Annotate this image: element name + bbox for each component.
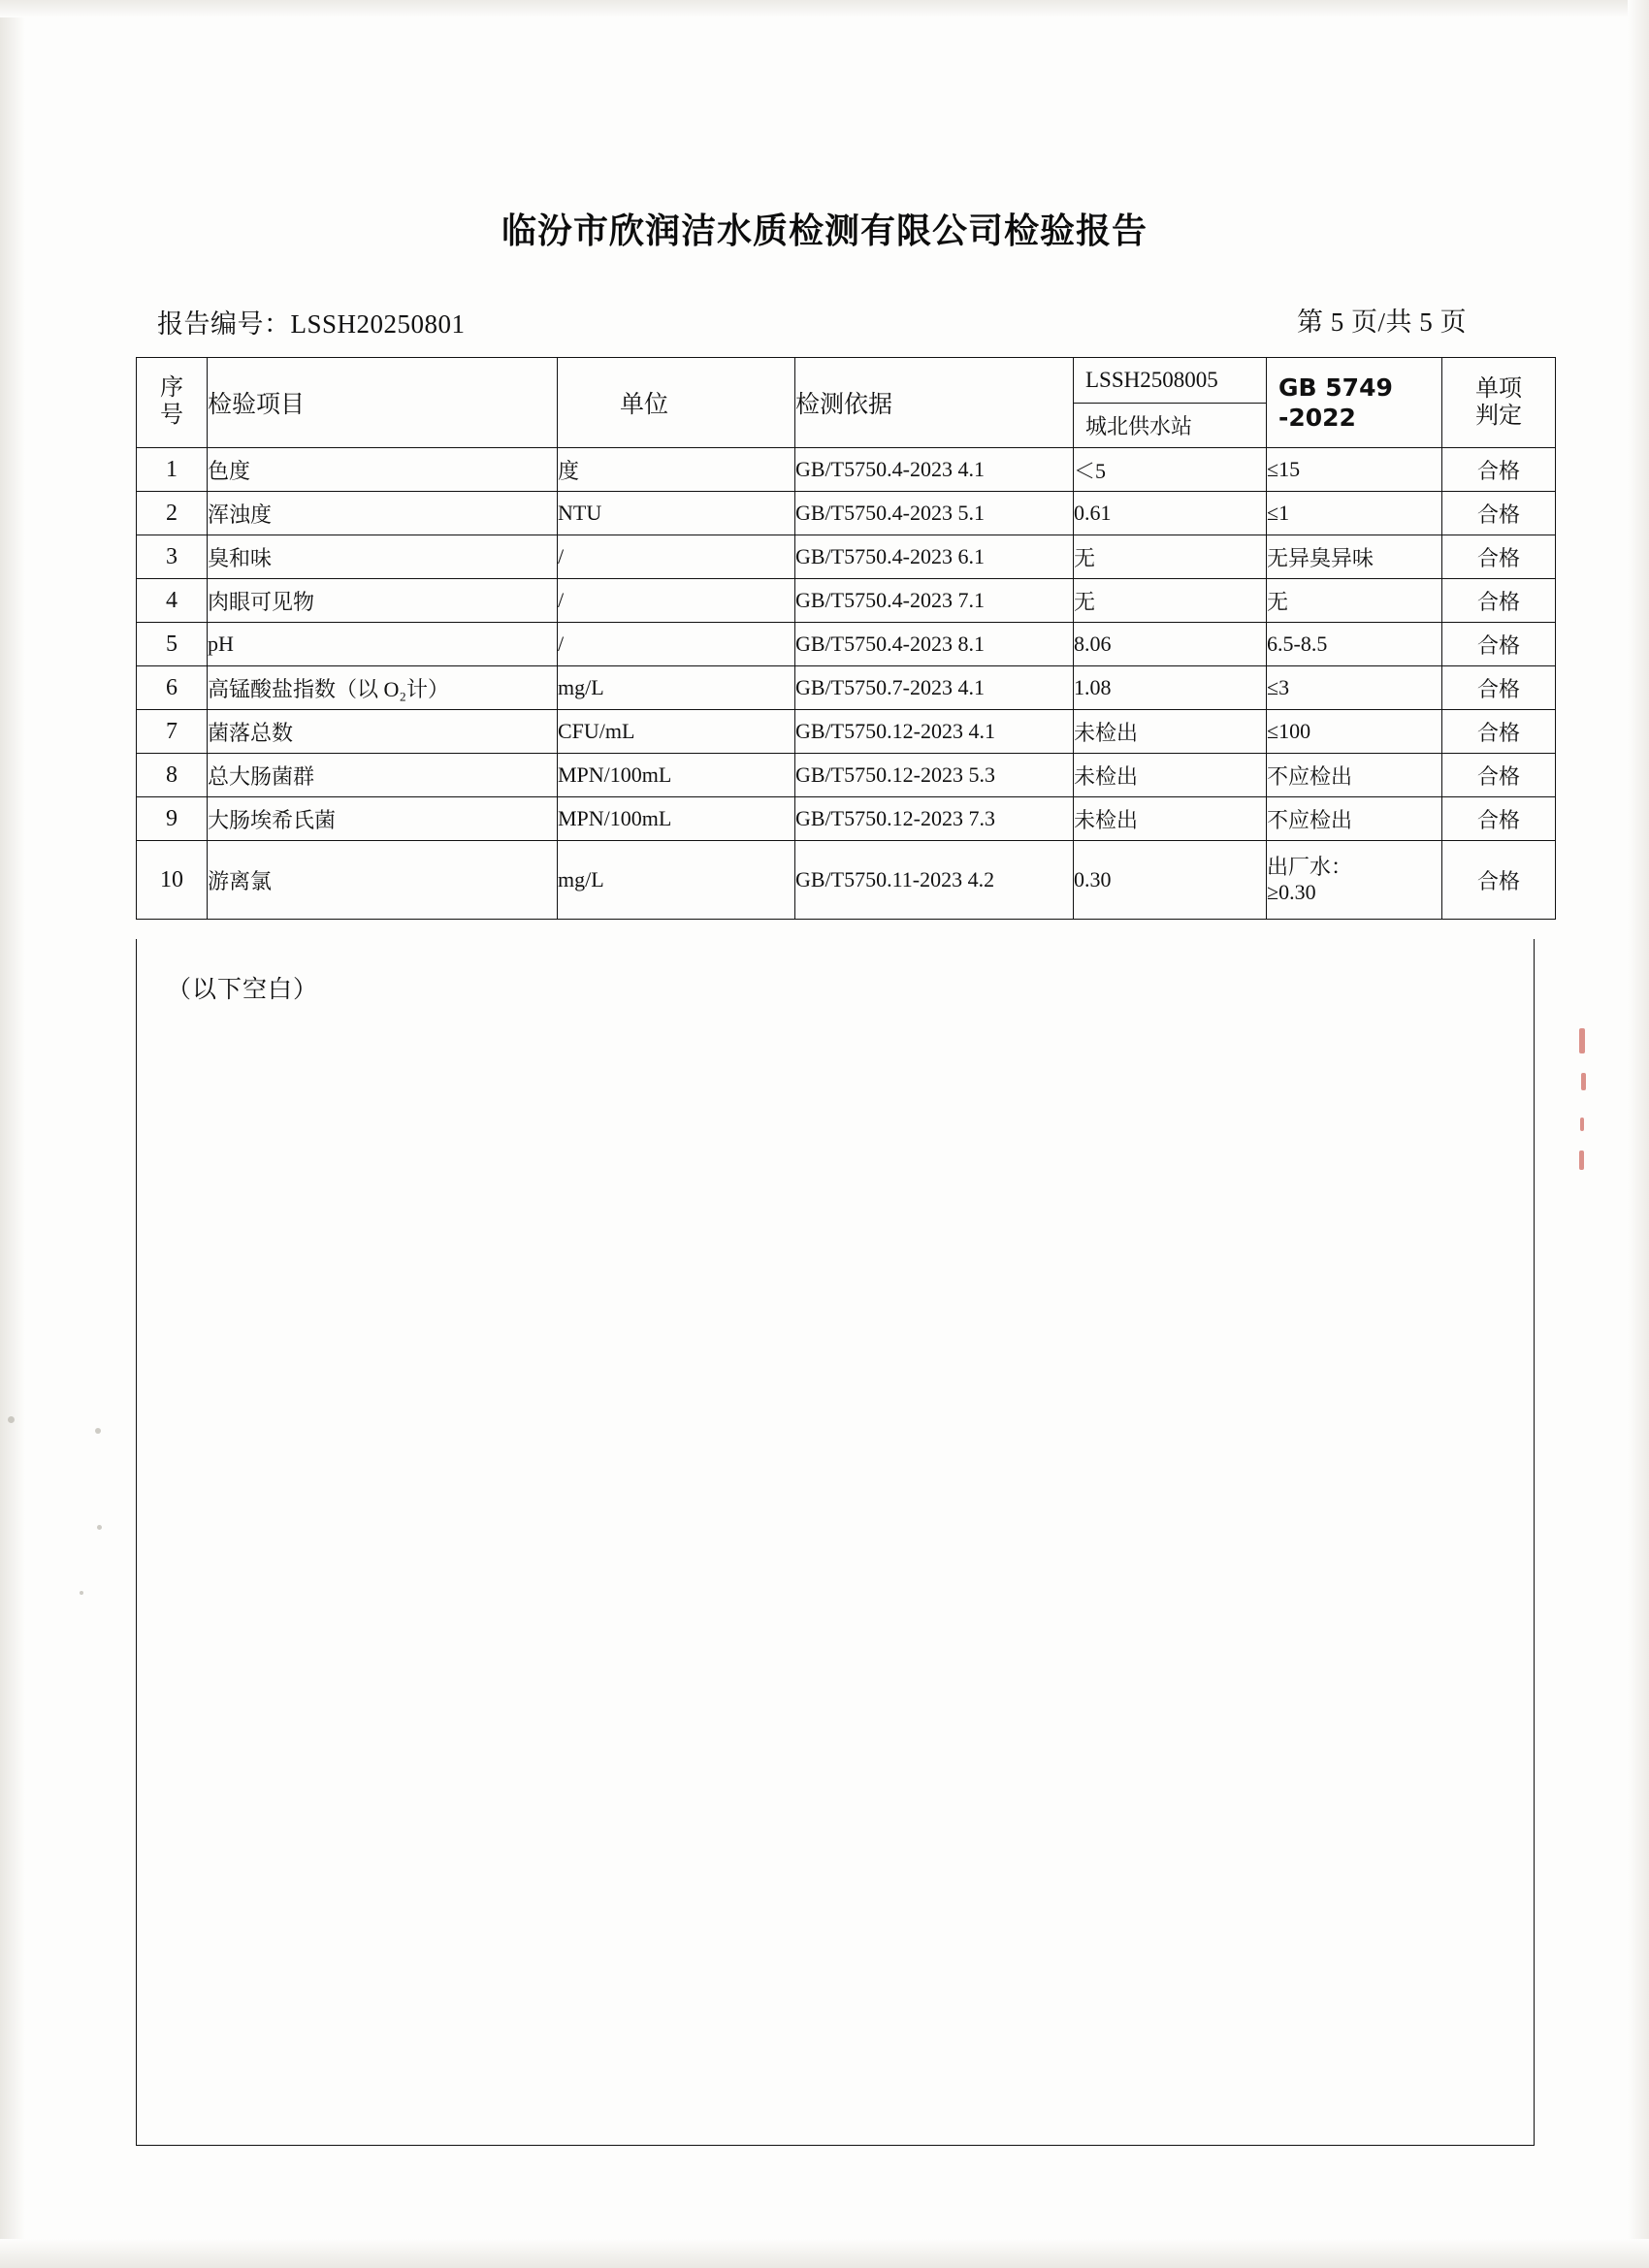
cell-no: 1: [137, 448, 208, 492]
cell-unit: CFU/mL: [558, 710, 795, 754]
cell-unit: MPN/100mL: [558, 797, 795, 841]
header-judgement-line1: 单项: [1475, 374, 1522, 403]
cell-limit: ≤100: [1267, 710, 1442, 754]
scan-edge-left: [0, 0, 25, 2268]
report-number-value: LSSH20250801: [290, 309, 466, 339]
cell-result: 未检出: [1074, 710, 1267, 754]
cell-no: 10: [137, 841, 208, 920]
cell-limit: 无: [1267, 579, 1442, 623]
cell-unit: MPN/100mL: [558, 754, 795, 797]
header-item: 检验项目: [208, 358, 558, 448]
cell-result: 未检出: [1074, 797, 1267, 841]
cell-item: 色度: [208, 448, 558, 492]
scan-speck: [8, 1416, 15, 1423]
cell-judgement: 合格: [1442, 797, 1556, 841]
cell-no: 7: [137, 710, 208, 754]
header-sample-code: LSSH2508005: [1074, 358, 1266, 404]
cell-judgement: 合格: [1442, 710, 1556, 754]
cell-result: ＜5: [1074, 448, 1267, 492]
page-indicator: 第 5 页/共 5 页: [1296, 308, 1467, 337]
cell-unit: /: [558, 535, 795, 579]
scan-speck: [80, 1591, 83, 1595]
cell-result: 0.30: [1074, 841, 1267, 920]
header-no-line2: 号: [160, 403, 183, 428]
cell-limit: 不应检出: [1267, 797, 1442, 841]
cell-item: 游离氯: [208, 841, 558, 920]
cell-unit: NTU: [558, 492, 795, 535]
cell-no: 2: [137, 492, 208, 535]
table-header-row: [137, 358, 1556, 448]
header-judgement-line2: 判定: [1475, 402, 1522, 429]
cell-basis: GB/T5750.4-2023 7.1: [795, 579, 1074, 623]
cell-no: 3: [137, 535, 208, 579]
cell-result: 未检出: [1074, 754, 1267, 797]
header-judgement: [1442, 358, 1556, 448]
cell-unit: mg/L: [558, 666, 795, 710]
cell-basis: GB/T5750.4-2023 5.1: [795, 492, 1074, 535]
scan-edge-bottom: [0, 2239, 1649, 2268]
page-title: 临汾市欣润洁水质检测有限公司检验报告: [501, 211, 1148, 251]
cell-judgement: 合格: [1442, 535, 1556, 579]
cell-item: 大肠埃希氏菌: [208, 797, 558, 841]
cell-limit: ≤1: [1267, 492, 1442, 535]
table-row: [137, 623, 1556, 666]
cell-result: 0.61: [1074, 492, 1267, 535]
report-number-label: 报告编号：: [157, 309, 291, 339]
cell-unit: /: [558, 579, 795, 623]
header-basis: 检测依据: [795, 358, 1074, 448]
red-stamp-marks: [1577, 1028, 1589, 1183]
table-row: [137, 579, 1556, 623]
cell-basis: GB/T5750.12-2023 7.3: [795, 797, 1074, 841]
header-standard-line2: -2022: [1278, 404, 1356, 432]
cell-limit: ≤15: [1267, 448, 1442, 492]
table-row: [137, 797, 1556, 841]
cell-item: 臭和味: [208, 535, 558, 579]
cell-no: 4: [137, 579, 208, 623]
cell-no: 8: [137, 754, 208, 797]
cell-unit: mg/L: [558, 841, 795, 920]
header-sample: [1074, 358, 1267, 448]
cell-basis: GB/T5750.4-2023 4.1: [795, 448, 1074, 492]
header-unit: 单位: [558, 358, 795, 448]
table-row: [137, 448, 1556, 492]
cell-no: 5: [137, 623, 208, 666]
cell-judgement: 合格: [1442, 623, 1556, 666]
cell-result: 8.06: [1074, 623, 1267, 666]
cell-basis: GB/T5750.11-2023 4.2: [795, 841, 1074, 920]
scan-edge-right: [1628, 0, 1649, 2268]
cell-basis: GB/T5750.4-2023 6.1: [795, 535, 1074, 579]
header-standard: [1267, 358, 1442, 448]
cell-limit: ≤3: [1267, 666, 1442, 710]
blank-area-box: [136, 939, 1535, 2146]
cell-basis: GB/T5750.12-2023 4.1: [795, 710, 1074, 754]
cell-no: 9: [137, 797, 208, 841]
table-row: [137, 754, 1556, 797]
table-row: [137, 666, 1556, 710]
table-row: [137, 535, 1556, 579]
cell-judgement: 合格: [1442, 754, 1556, 797]
cell-basis: GB/T5750.7-2023 4.1: [795, 666, 1074, 710]
cell-item: pH: [208, 623, 558, 666]
cell-judgement: 合格: [1442, 448, 1556, 492]
cell-basis: GB/T5750.12-2023 5.3: [795, 754, 1074, 797]
cell-item: 肉眼可见物: [208, 579, 558, 623]
cell-item: 菌落总数: [208, 710, 558, 754]
cell-judgement: 合格: [1442, 666, 1556, 710]
header-no-line1: 序: [160, 375, 183, 402]
cell-item: 高锰酸盐指数（以 O₂计）: [208, 666, 558, 710]
scan-edge-top: [0, 0, 1649, 17]
cell-basis: GB/T5750.4-2023 8.1: [795, 623, 1074, 666]
cell-limit: 6.5-8.5: [1267, 623, 1442, 666]
cell-item: 浑浊度: [208, 492, 558, 535]
inspection-results-table: [136, 357, 1556, 920]
cell-unit: /: [558, 623, 795, 666]
cell-limit-line2: ≥0.30: [1267, 880, 1316, 904]
cell-unit: 度: [558, 448, 795, 492]
header-sample-name: 城北供水站: [1085, 413, 1193, 438]
scan-speck: [95, 1428, 101, 1434]
header-standard-line1: GB 5749: [1278, 373, 1393, 402]
cell-limit: 无异臭异味: [1267, 535, 1442, 579]
cell-limit-line1: 出厂水：: [1267, 854, 1353, 879]
header-no: [137, 358, 208, 448]
cell-no: 6: [137, 666, 208, 710]
cell-result: 无: [1074, 535, 1267, 579]
cell-limit: 不应检出: [1267, 754, 1442, 797]
cell-judgement: 合格: [1442, 492, 1556, 535]
cell-item: 总大肠菌群: [208, 754, 558, 797]
blank-area-note: （以下空白）: [167, 977, 319, 1003]
cell-limit: [1267, 841, 1442, 920]
table-row: [137, 492, 1556, 535]
cell-result: 1.08: [1074, 666, 1267, 710]
report-number: [157, 303, 466, 340]
table-row: [137, 710, 1556, 754]
cell-judgement: 合格: [1442, 841, 1556, 920]
table-row: [137, 841, 1556, 920]
cell-judgement: 合格: [1442, 579, 1556, 623]
scan-speck: [97, 1525, 102, 1530]
cell-result: 无: [1074, 579, 1267, 623]
